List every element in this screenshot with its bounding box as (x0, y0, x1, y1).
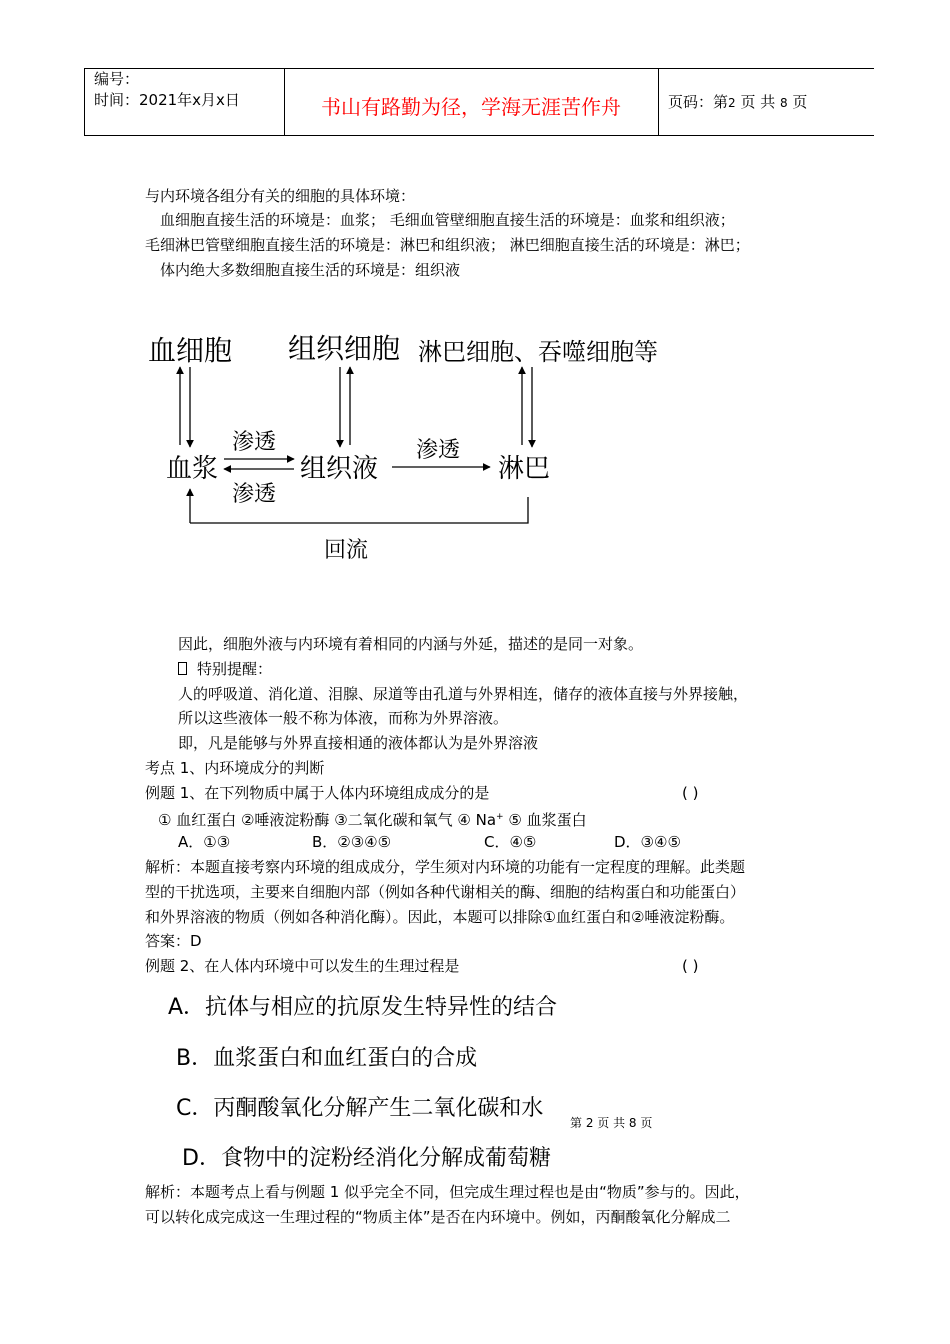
example-1-title: 例题 1、在下列物质中属于人体内环境组成成分的是 (145, 784, 490, 802)
header-motto: 书山有路勤为径，学海无涯苦作舟 (321, 95, 621, 119)
example-2-option-b: B．血浆蛋白和血红蛋白的合成 (176, 1046, 478, 1071)
header-number: 编号： (94, 70, 140, 88)
reminder-line-2: 所以这些液体一般不称为体液，而称为外界溶液。 (178, 709, 509, 727)
page-footer: 第 2 页 共 8 页 (570, 1116, 653, 1130)
example-1-option-a: A．①③ (178, 833, 231, 851)
conclusion-text: 因此，细胞外液与内环境有着相同的内涵与外延，描述的是同一对象。 (178, 635, 644, 653)
example-1-items: ① 血红蛋白 ②唾液淀粉酶 ③二氧化碳和氧气 ④ Na+ ⑤ 血浆蛋白 (158, 811, 587, 829)
label-blood-cell: 血细胞 (148, 334, 233, 367)
label-return-flow: 回流 (324, 538, 369, 563)
example-1-option-c: C．④⑤ (484, 833, 537, 851)
kaodian-heading: 考点 1、内环境成分的判断 (145, 759, 325, 777)
internal-environment-diagram (140, 325, 700, 570)
header-page: 页码：第2 页 共 8 页 (668, 93, 808, 111)
label-osmosis-bottom: 渗透 (232, 482, 277, 507)
intro-line-4: 体内绝大多数细胞直接生活的环境是：组织液 (160, 261, 461, 279)
header-time: 时间：2021年x月x日 (94, 91, 240, 109)
example-2-analysis-2: 可以转化成完成这一生理过程的“物质主体”是否在内环境中。例如，丙酮酸氧化分解成二 (145, 1208, 731, 1226)
label-tissue-cell: 组织细胞 (288, 332, 401, 365)
intro-line-3: 毛细淋巴管壁细胞直接生活的环境是：淋巴和组织液； 淋巴细胞直接生活的环境是：淋巴； (145, 236, 750, 254)
header-meta (94, 69, 240, 111)
example-1-answer: 答案：D (145, 932, 202, 950)
header-table (84, 68, 874, 136)
label-plasma: 血浆 (166, 454, 219, 484)
reminder-heading: 特别提醒： (178, 659, 272, 679)
example-2-paren: ( ) (682, 957, 699, 975)
example-2-option-d: D．食物中的淀粉经消化分解成葡萄糖 (182, 1146, 551, 1171)
intro-line-2: 血细胞直接生活的环境是：血浆； 毛细血管壁细胞直接生活的环境是：血浆和组织液； (160, 211, 735, 229)
reminder-line-1: 人的呼吸道、消化道、泪腺、尿道等由孔道与外界相连，储存的液体直接与外界接触， (178, 685, 749, 703)
example-1-paren: ( ) (682, 784, 699, 802)
example-1-analysis-3: 和外界溶液的物质（例如各种消化酶）。因此，本题可以排除①血红蛋白和②唾液淀粉酶。 (145, 908, 735, 926)
intro-line-1: 与内环境各组分有关的细胞的具体环境： (145, 187, 416, 205)
label-osmosis-top: 渗透 (232, 430, 277, 455)
example-1-option-d: D．③④⑤ (614, 833, 681, 851)
example-2-option-c: C．丙酮酸氧化分解产生二氧化碳和水 (176, 1096, 544, 1121)
example-2-title: 例题 2、在人体内环境中可以发生的生理过程是 (145, 957, 460, 975)
label-lymph-cell: 淋巴细胞、吞噬细胞等 (418, 338, 658, 366)
label-osmosis-right: 渗透 (416, 438, 461, 463)
example-1-analysis-1: 解析：本题直接考察内环境的组成成分，学生须对内环境的功能有一定程度的理解。此类题 (145, 858, 746, 876)
header-divider-2 (658, 69, 659, 135)
label-tissue-fluid: 组织液 (300, 454, 379, 484)
example-2-analysis-1: 解析：本题考点上看与例题 1 似乎完全不同，但完成生理过程也是由“物质”参与的。因此， (145, 1183, 750, 1201)
example-1-analysis-2: 型的干扰选项，主要来自细胞内部（例如各种代谢相关的酶、细胞的结构蛋白和功能蛋白） (145, 883, 746, 901)
header-border-left (84, 69, 85, 135)
reminder-bullet-icon (178, 662, 187, 675)
label-lymph: 淋巴 (498, 454, 551, 484)
example-1-option-b: B．②③④⑤ (312, 833, 392, 851)
reminder-line-3: 即，凡是能够与外界直接相通的液体都认为是外界溶液 (178, 734, 539, 752)
example-2-option-a: A．抗体与相应的抗原发生特异性的结合 (168, 995, 558, 1020)
